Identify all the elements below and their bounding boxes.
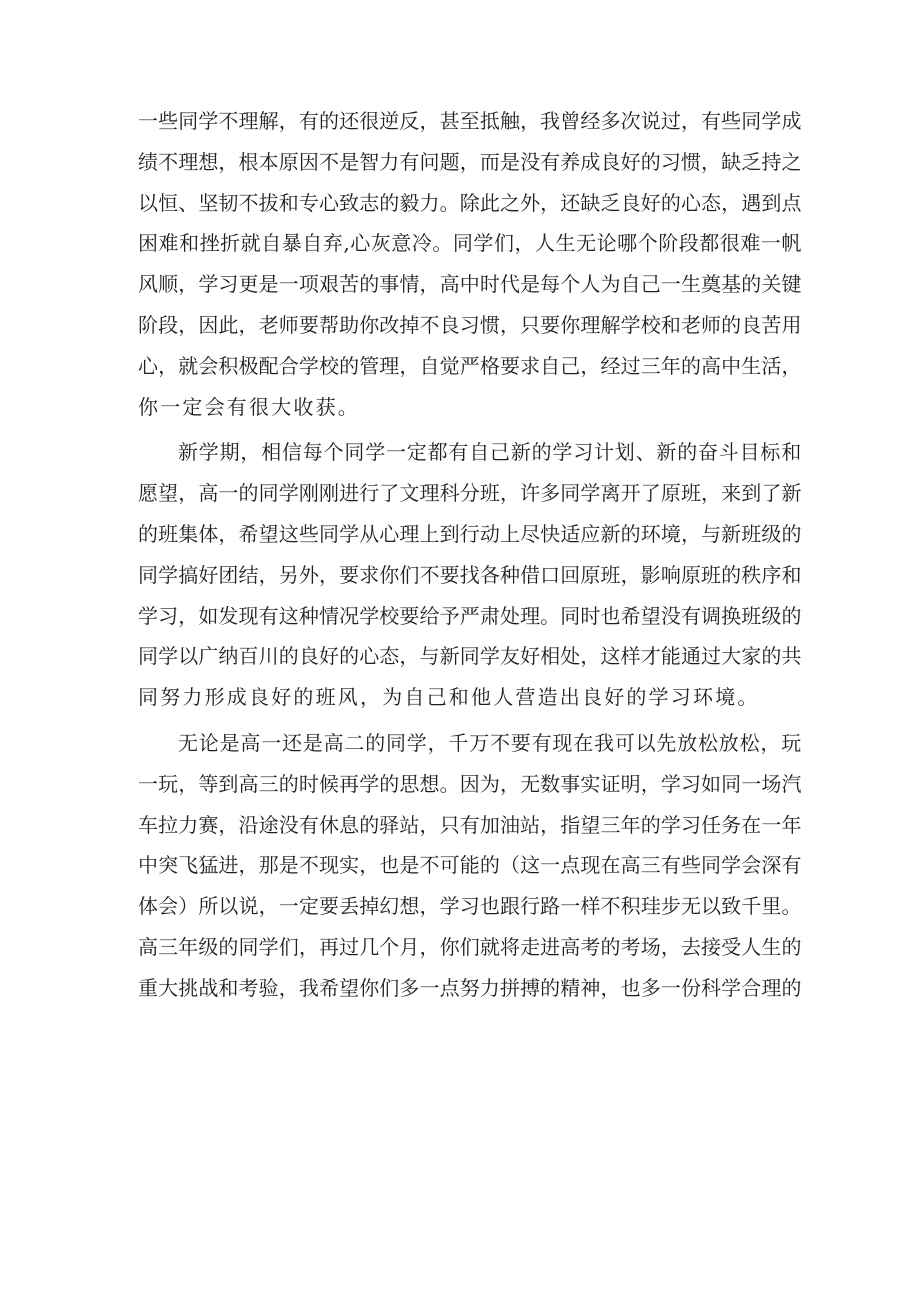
paragraph-3	[138, 723, 802, 1009]
text-line: 无论是高一还是高二的同学，千万不要有现在我可以先放松放松，玩	[178, 730, 802, 755]
text-line: 车拉力赛，沿途没有休息的驿站，只有加油站，指望三年的学习任务在一年	[138, 812, 802, 837]
text-line: 学习，如发现有这种情况学校要给予严肃处理。同时也希望没有调换班级的	[138, 603, 802, 628]
text-line: 你一定会有很大收获。	[138, 394, 360, 419]
text-line: 以恒、坚韧不拔和专心致志的毅力。除此之外，还缺乏良好的心态，遇到点	[138, 190, 802, 215]
text-line: 绩不理想，根本原因不是智力有问题，而是没有养成良好的习惯，缺乏持之	[138, 149, 802, 174]
paragraph-2	[138, 432, 802, 718]
text-line: 同学以广纳百川的良好的心态，与新同学友好相处，这样才能通过大家的共	[138, 644, 802, 669]
text-line: 风顺，学习更是一项艰苦的事情，高中时代是每个人为自己一生奠基的关键	[138, 272, 802, 297]
text-line: 困难和挫折就自暴自弃,心灰意冷。同学们，人生无论哪个阶段都很难一帆	[138, 231, 802, 256]
text-line: 阶段，因此，老师要帮助你改掉不良习惯，只要你理解学校和老师的良苦用	[138, 312, 802, 337]
text-line: 高三年级的同学们，再过几个月，你们就将走进高考的考场，去接受人生的	[138, 934, 802, 959]
text-line: 心，就会积极配合学校的管理，自觉严格要求自己，经过三年的高中生活，	[138, 353, 802, 378]
text-line: 愿望，高一的同学刚刚进行了文理科分班，许多同学离开了原班，来到了新	[138, 481, 802, 506]
text-line: 一玩，等到高三的时候再学的思想。因为，无数事实证明，学习如同一场汽	[138, 771, 802, 796]
text-line: 同努力形成良好的班风，为自己和他人营造出良好的学习环境。	[138, 685, 760, 710]
text-line: 新学期，相信每个同学一定都有自己新的学习计划、新的奋斗目标和	[178, 440, 802, 465]
text-line: 重大挑战和考验，我希望你们多一点努力拼搏的精神，也多一份科学合理的	[138, 975, 802, 1000]
paragraph-1	[138, 101, 802, 427]
text-line: 中突飞猛进，那是不现实，也是不可能的（这一点现在高三有些同学会深有	[138, 853, 802, 878]
document-page	[138, 101, 802, 1009]
text-line: 体会）所以说，一定要丢掉幻想，学习也跟行路一样不积珪步无以致千里。	[138, 894, 802, 919]
text-line: 一些同学不理解，有的还很逆反，甚至抵触，我曾经多次说过，有些同学成	[138, 109, 802, 133]
text-line: 同学搞好团结，另外，要求你们不要找各种借口回原班，影响原班的秩序和	[138, 562, 802, 587]
text-line: 的班集体，希望这些同学从心理上到行动上尽快适应新的环境，与新班级的	[138, 521, 802, 546]
